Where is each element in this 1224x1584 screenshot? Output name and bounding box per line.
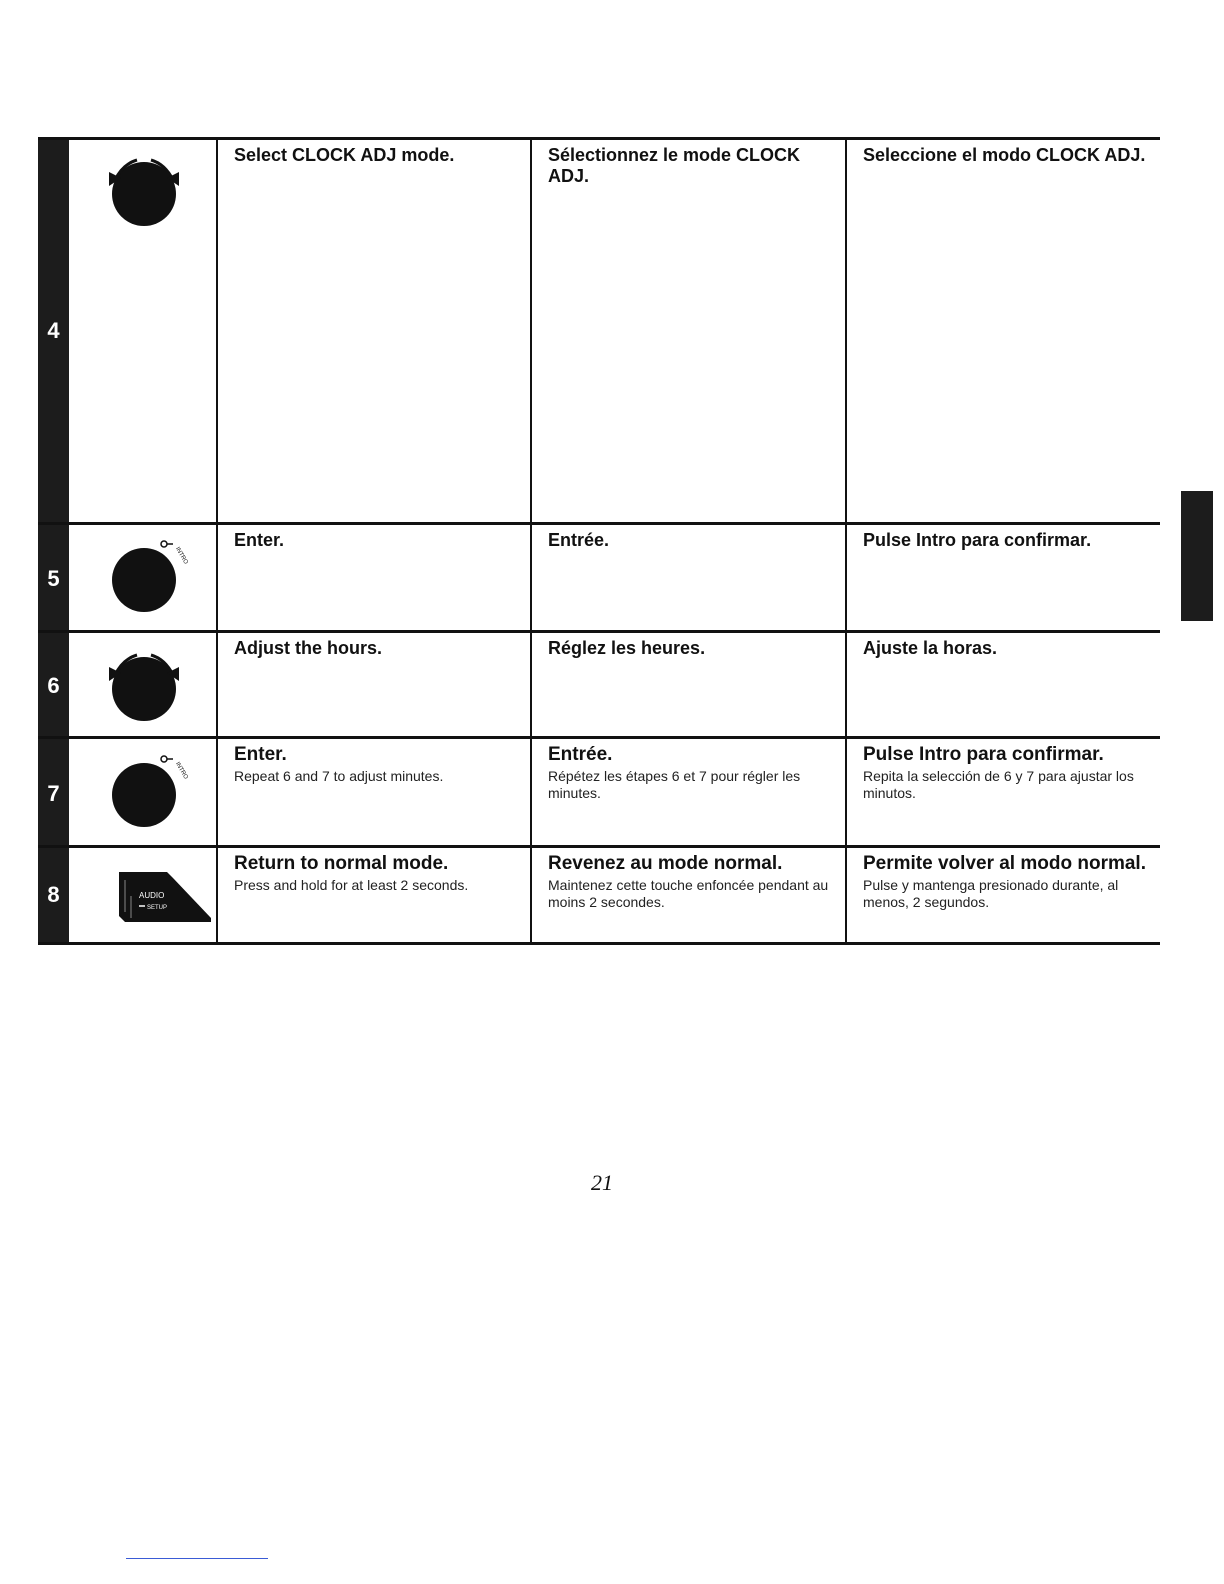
knob-press-enter-icon	[69, 525, 218, 633]
spanish-column	[847, 633, 1160, 739]
english-column	[218, 633, 532, 739]
french-column	[532, 739, 847, 848]
step-heading: Seleccione el modo CLOCK ADJ.	[863, 145, 1146, 165]
step-note: Press and hold for at least 2 seconds.	[234, 877, 469, 893]
step-note: Maintenez cette touche enfoncée pendant au moins 2 secondes.	[548, 877, 829, 910]
french-column	[532, 140, 847, 522]
button-label-audio: AUDIO	[139, 891, 165, 900]
footer-line	[126, 1558, 268, 1559]
step-5-row	[38, 522, 1160, 633]
step-note: Repita la selección de 6 y 7 para ajustar los minutos.	[863, 768, 1134, 801]
step-heading: Return to normal mode.	[234, 853, 449, 874]
step-note: Pulse y mantenga presionado durante, al menos, 2 segundos.	[863, 877, 1119, 910]
step-4-row	[38, 137, 1160, 522]
step-heading: Permite volver al modo normal.	[863, 853, 1146, 874]
step-heading: Réglez les heures.	[548, 638, 706, 658]
step-number: 4	[38, 140, 69, 522]
english-column	[218, 140, 532, 522]
english-column	[218, 848, 532, 942]
step-heading: Select CLOCK ADJ mode.	[234, 145, 455, 165]
step-number: 6	[38, 633, 69, 739]
spanish-column	[847, 848, 1160, 942]
step-heading: Sélectionnez le mode CLOCK ADJ.	[548, 145, 801, 186]
svg-text:INTRO: INTRO	[174, 761, 189, 781]
step-heading: Pulse Intro para confirmar.	[863, 744, 1104, 765]
step-8-row	[38, 845, 1160, 945]
step-heading: Entrée.	[548, 744, 613, 765]
step-heading: Enter.	[234, 744, 287, 765]
spanish-column	[847, 140, 1160, 522]
step-heading: Enter.	[234, 530, 285, 550]
button-label-setup: SETUP	[147, 905, 168, 911]
step-note: Répétez les étapes 6 et 7 pour régler les minutes.	[548, 768, 801, 801]
step-number: 7	[38, 739, 69, 848]
step-heading: Pulse Intro para confirmar.	[863, 530, 1092, 550]
step-heading: Ajuste la horas.	[863, 638, 998, 658]
english-column	[218, 525, 532, 633]
rotary-knob-turn-icon	[69, 633, 218, 739]
rotary-knob-turn-icon	[69, 140, 218, 522]
step-7-row	[38, 736, 1160, 848]
spanish-column	[847, 739, 1160, 848]
svg-text:INTRO: INTRO	[174, 546, 189, 566]
page-number: 21	[591, 1170, 613, 1195]
audio-setup-button-icon	[69, 848, 218, 942]
english-column	[218, 739, 532, 848]
step-number: 5	[38, 525, 69, 633]
step-note: Repeat 6 and 7 to adjust minutes.	[234, 768, 444, 784]
french-column	[532, 525, 847, 633]
step-heading: Entrée.	[548, 530, 610, 550]
step-6-row	[38, 630, 1160, 739]
french-column	[532, 848, 847, 942]
french-column	[532, 633, 847, 739]
step-heading: Adjust the hours.	[234, 638, 382, 658]
step-heading: Revenez au mode normal.	[548, 853, 783, 874]
knob-press-enter-icon	[69, 739, 218, 848]
step-number: 8	[38, 848, 69, 942]
section-tab	[1181, 491, 1213, 621]
spanish-column	[847, 525, 1160, 633]
